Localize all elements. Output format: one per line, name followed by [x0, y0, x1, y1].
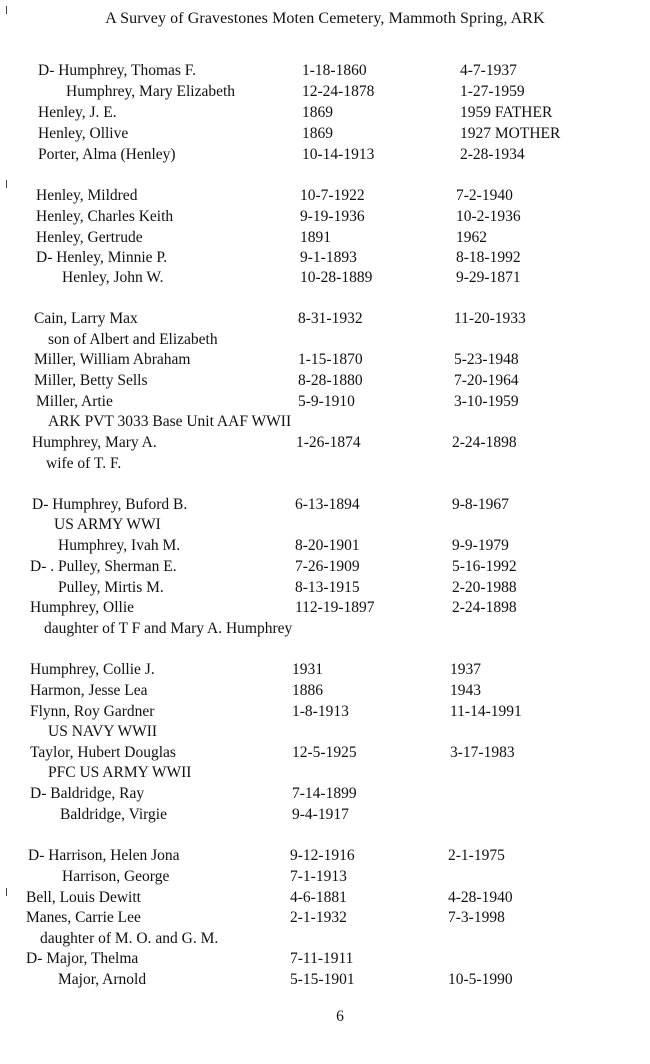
entry-birth-date: 8-31-1932	[298, 310, 363, 327]
entry-name: Cain, Larry Max	[34, 310, 138, 327]
page-number: 6	[336, 1008, 344, 1025]
entry-birth-date: 5-15-1901	[290, 971, 355, 988]
entry-name: Harrison, George	[62, 868, 170, 885]
entry-name: Henley, Charles Keith	[36, 208, 174, 225]
entry-birth-date: 7-1-1913	[290, 868, 347, 885]
entry-name: US NAVY WWII	[48, 723, 158, 740]
entry-death-date: 2-1-1975	[448, 847, 505, 864]
entry-name: PFC US ARMY WWII	[48, 764, 192, 781]
entry-name: Henley, Ollive	[38, 125, 129, 142]
entry-name: Humphrey, Mary Elizabeth	[66, 83, 236, 100]
entry-birth-date: 9-4-1917	[292, 806, 349, 823]
entry-name: wife of T. F.	[46, 455, 122, 472]
entry-death-date: 9-8-1967	[452, 496, 509, 513]
entry-death-date: 9-29-1871	[456, 269, 521, 286]
entry-name: Humphrey, Ollie	[30, 599, 135, 616]
entry-name: Baldridge, Virgie	[60, 806, 167, 823]
entry-name: Humphrey, Ivah M.	[58, 537, 181, 554]
entry-death-date: 1962	[456, 229, 487, 246]
page-title: A Survey of Gravestones Moten Cemetery, Mammoth Spring, ARK	[105, 10, 545, 27]
entry-death-date: 7-20-1964	[454, 372, 519, 389]
entry-death-date: 2-24-1898	[452, 434, 517, 451]
entry-birth-date: 7-26-1909	[295, 558, 360, 575]
entry-birth-date: 1891	[300, 229, 331, 246]
entry-name: D- Humphrey, Thomas F.	[38, 62, 197, 79]
entry-name: Miller, William Abraham	[34, 351, 191, 368]
entry-birth-date: 5-9-1910	[298, 393, 355, 410]
entry-name: D- Humphrey, Buford B.	[32, 496, 188, 513]
entry-birth-date: 10-7-1922	[300, 187, 365, 204]
entry-name: D- Major, Thelma	[26, 950, 139, 967]
entry-death-date: 1937	[450, 661, 481, 678]
entry-name: Humphrey, Collie J.	[30, 661, 155, 678]
entry-death-date: 4-28-1940	[448, 889, 513, 906]
entry-death-date: 7-3-1998	[448, 909, 505, 926]
entry-name: D- Harrison, Helen Jona	[28, 847, 180, 864]
entry-name: Flynn, Roy Gardner	[30, 703, 155, 720]
margin-mark	[6, 888, 7, 896]
entry-birth-date: 9-19-1936	[300, 208, 365, 225]
entry-birth-date: 4-6-1881	[290, 889, 347, 906]
entry-death-date: 10-2-1936	[456, 208, 521, 225]
entry-birth-date: 12-24-1878	[302, 83, 375, 100]
entry-death-date: 7-2-1940	[456, 187, 513, 204]
entry-death-date: 2-24-1898	[452, 599, 517, 616]
entry-birth-date: 1-15-1870	[298, 351, 363, 368]
entry-birth-date: 12-5-1925	[292, 744, 357, 761]
entry-name: Henley, John W.	[62, 269, 164, 286]
entry-name: Humphrey, Mary A.	[32, 434, 157, 451]
entry-death-date: 4-7-1937	[460, 62, 517, 79]
entry-death-date: 3-17-1983	[450, 744, 515, 761]
entry-name: Harmon, Jesse Lea	[30, 682, 148, 699]
entry-birth-date: 1886	[292, 682, 323, 699]
entry-birth-date: 10-28-1889	[300, 269, 373, 286]
entry-name: Manes, Carrie Lee	[26, 909, 141, 926]
entry-name: daughter of M. O. and G. M.	[40, 930, 219, 947]
entry-name: Major, Arnold	[58, 971, 147, 988]
entry-name: Henley, J. E.	[38, 104, 117, 121]
entry-name: Miller, Betty Sells	[34, 372, 148, 389]
entry-birth-date: 9-1-1893	[300, 249, 357, 266]
entry-birth-date: 6-13-1894	[295, 496, 360, 513]
entry-death-date: 9-9-1979	[452, 537, 509, 554]
entry-birth-date: 2-1-1932	[290, 909, 347, 926]
entry-name: Miller, Artie	[36, 393, 113, 410]
entry-death-date: 1959 FATHER	[460, 104, 553, 121]
entry-birth-date: 1931	[292, 661, 323, 678]
entry-birth-date: 1869	[302, 125, 333, 142]
entry-name: US ARMY WWI	[54, 516, 161, 533]
entry-birth-date: 1-26-1874	[296, 434, 361, 451]
margin-mark	[6, 180, 7, 188]
entry-death-date: 1-27-1959	[460, 83, 525, 100]
entry-name: D- Baldridge, Ray	[30, 785, 145, 802]
entry-death-date: 3-10-1959	[454, 393, 519, 410]
entry-death-date: 2-20-1988	[452, 579, 517, 596]
entry-birth-date: 1869	[302, 104, 333, 121]
entry-death-date: 10-5-1990	[448, 971, 513, 988]
entry-death-date: 11-20-1933	[454, 310, 526, 327]
entry-name: daughter of T F and Mary A. Humphrey	[44, 620, 293, 637]
entry-birth-date: 7-14-1899	[292, 785, 357, 802]
entry-birth-date: 8-20-1901	[295, 537, 360, 554]
entry-birth-date: 7-11-1911	[290, 950, 354, 967]
entry-name: Henley, Gertrude	[36, 229, 143, 246]
entry-death-date: 1927 MOTHER	[460, 125, 561, 142]
entry-birth-date: 1-8-1913	[292, 703, 349, 720]
entry-name: D- Henley, Minnie P.	[36, 249, 168, 266]
entry-birth-date: 10-14-1913	[302, 146, 375, 163]
entry-birth-date: 9-12-1916	[290, 847, 355, 864]
entry-name: D- . Pulley, Sherman E.	[30, 558, 177, 575]
entry-name: Bell, Louis Dewitt	[26, 889, 141, 906]
entry-name: ARK PVT 3033 Base Unit AAF WWII	[48, 413, 292, 430]
entry-name: Pulley, Mirtis M.	[58, 579, 164, 596]
entry-death-date: 5-23-1948	[454, 351, 519, 368]
entry-death-date: 11-14-1991	[450, 703, 522, 720]
entry-name: Taylor, Hubert Douglas	[30, 744, 176, 761]
entry-death-date: 8-18-1992	[456, 249, 521, 266]
entry-name: Henley, Mildred	[36, 187, 138, 204]
entry-death-date: 1943	[450, 682, 481, 699]
entry-death-date: 5-16-1992	[452, 558, 517, 575]
entry-death-date: 2-28-1934	[460, 146, 525, 163]
margin-mark	[6, 6, 7, 14]
entry-birth-date: 8-28-1880	[298, 372, 363, 389]
entry-name: Porter, Alma (Henley)	[38, 146, 176, 163]
entry-birth-date: 1-18-1860	[302, 62, 367, 79]
entry-name: son of Albert and Elizabeth	[48, 331, 218, 348]
entry-birth-date: 8-13-1915	[295, 579, 360, 596]
entry-birth-date: 112-19-1897	[295, 599, 375, 616]
